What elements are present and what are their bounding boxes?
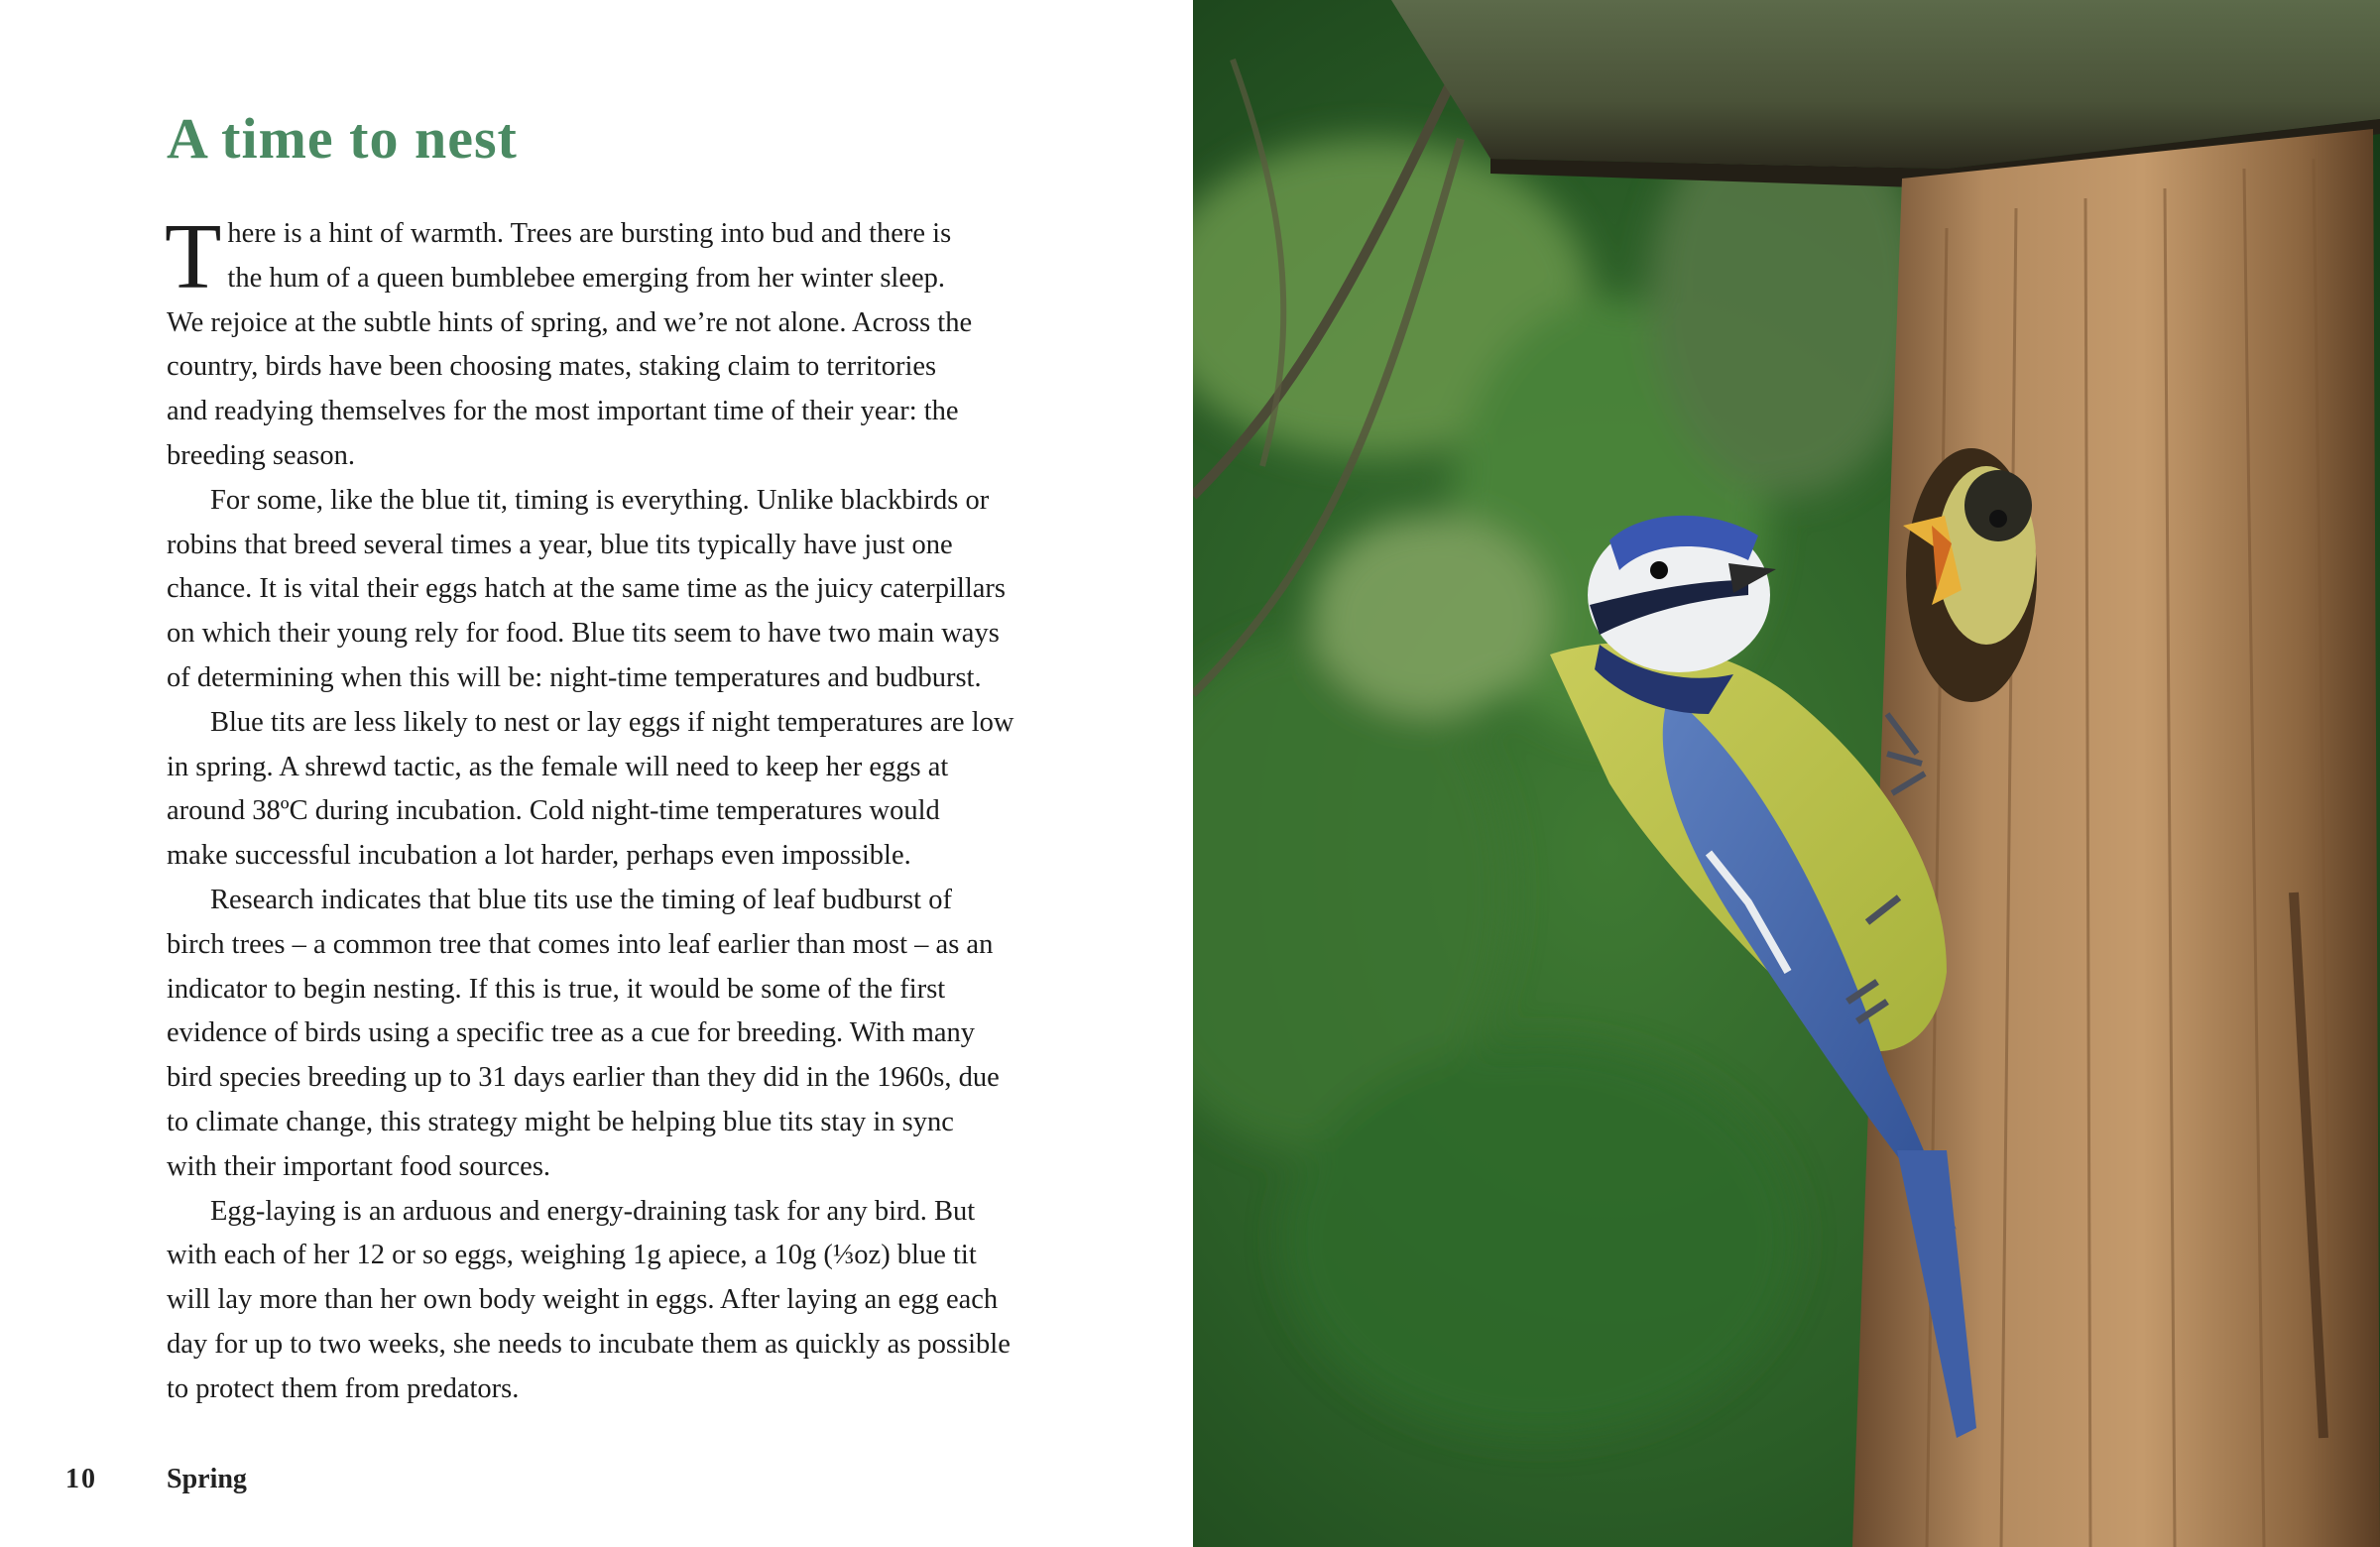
paragraph <box>165 205 1039 479</box>
drop-cap: T <box>165 205 222 308</box>
blue-tit-nestbox-photo <box>1193 0 2380 1547</box>
text-line: to protect them from predators. <box>167 1372 520 1404</box>
paragraph <box>167 879 1039 1190</box>
text-line: day for up to two weeks, she needs to incubate them as quickly as possible <box>167 1328 1011 1360</box>
text-line: bird species breeding up to 31 days earlier than they did in the 1960s, due <box>167 1062 1000 1094</box>
text-line: on which their young rely for food. Blue tits seem to have two main ways <box>167 618 1000 650</box>
text-line: in spring. A shrewd tactic, as the female will need to keep her eggs at <box>167 751 949 782</box>
paragraph <box>167 701 1039 879</box>
text-line: with each of her 12 or so eggs, weighing 1g apiece, a 10g (⅓oz) blue tit <box>167 1240 977 1271</box>
text-line: to climate change, this strategy might be helping blue tits stay in sync <box>167 1106 954 1137</box>
text-line: and readying themselves for the most important time of their year: the <box>167 396 959 427</box>
text-line: here is a hint of warmth. Trees are bursting into bud and there is <box>227 218 952 249</box>
text-line: Research indicates that blue tits use the timing of leaf budburst of <box>210 884 952 915</box>
paragraph <box>167 1190 1039 1412</box>
text-line: with their important food sources. <box>167 1150 551 1182</box>
text-line: For some, like the blue tit, timing is everything. Unlike blackbirds or <box>210 484 990 516</box>
page-heading: A time to nest <box>167 106 518 171</box>
text-line: breeding season. <box>167 439 355 471</box>
text-line: Blue tits are less likely to nest or lay eggs if night temperatures are low <box>210 706 1014 738</box>
section-label: Spring <box>167 1464 247 1494</box>
page-number: 10 <box>65 1464 97 1494</box>
text-line: the hum of a queen bumblebee emerging from her winter sleep. <box>227 262 946 294</box>
paragraph <box>167 479 1039 701</box>
text-line: make successful incubation a lot harder, perhaps even impossible. <box>167 840 911 872</box>
text-line: will lay more than her own body weight in eggs. After laying an egg each <box>167 1284 999 1316</box>
text-line: We rejoice at the subtle hints of spring, and we’re not alone. Across the <box>167 306 973 338</box>
body-text <box>165 205 1039 1412</box>
text-line: chance. It is vital their eggs hatch at the same time as the juicy caterpillars <box>167 573 1006 605</box>
text-line: evidence of birds using a specific tree as a cue for breeding. With many <box>167 1017 976 1049</box>
text-line: birch trees – a common tree that comes into leaf earlier than most – as an <box>167 928 994 960</box>
text-line: around 38ºC during incubation. Cold night-time temperatures would <box>167 795 940 827</box>
text-line: Egg-laying is an arduous and energy-draining task for any bird. But <box>210 1195 976 1227</box>
text-line: indicator to begin nesting. If this is true, it would be some of the first <box>167 973 946 1005</box>
photo-page <box>1193 0 2380 1547</box>
text-line: of determining when this will be: night-time temperatures and budburst. <box>167 661 982 693</box>
text-line: robins that breed several times a year, blue tits typically have just one <box>167 529 953 560</box>
text-line: country, birds have been choosing mates, staking claim to territories <box>167 351 937 383</box>
